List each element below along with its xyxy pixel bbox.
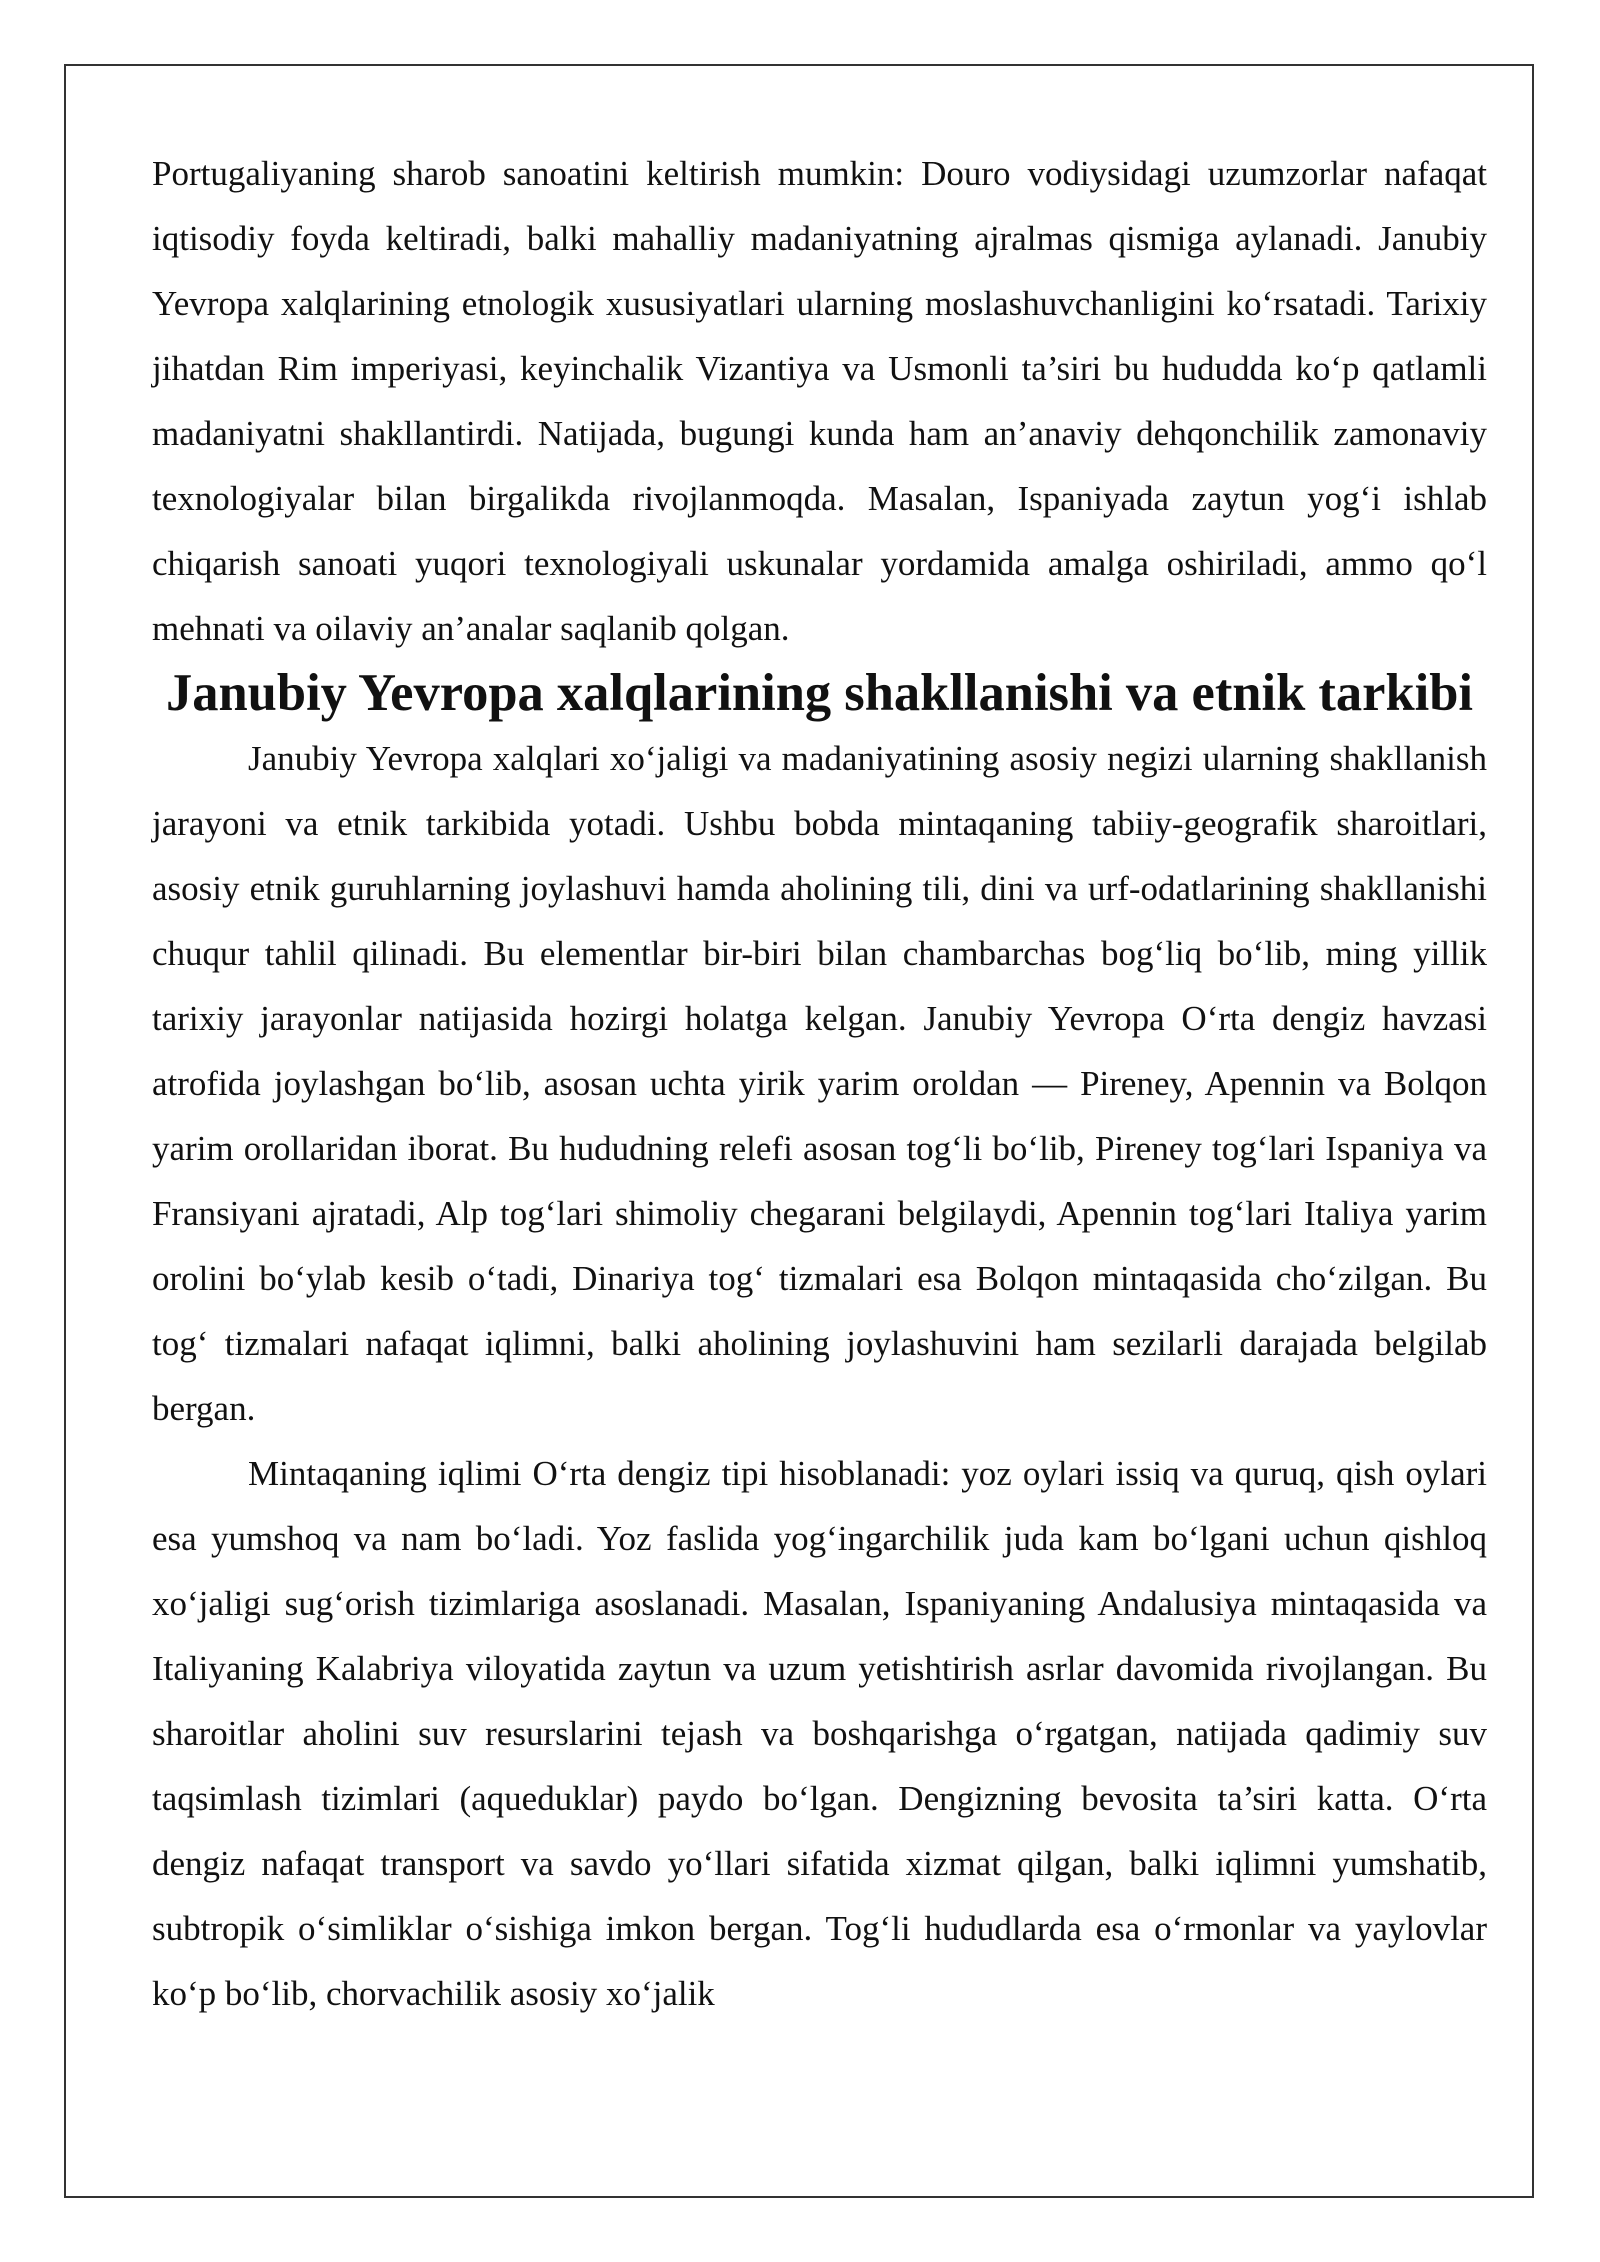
section-heading: Janubiy Yevropa xalqlarining shakllanishi va etnik tarkibi <box>165 664 1474 722</box>
paragraph-formation: Janubiy Yevropa xalqlari xo‘jaligi va madaniyatining asosiy negizi ularning shakllanish jarayoni va etnik tarkibida yotadi. Ushbu bobda mintaqaning tabiiy-geografik sharoitlari, asosiy etnik guruhlarning joylashuvi hamda aholining tili, dini va urf-odatlarining shakllanishi chuqur tahlil qilinadi. Bu elementlar bir-biri bilan chambarchas bog‘liq bo‘lib, ming yillik tarixiy jarayonlar natijasida hozirgi holatga kelgan. Janubiy Yevropa O‘rta dengiz havzasi atrofida joylashgan bo‘lib, asosan uchta yirik yarim oroldan — Pireney, Apennin va Bolqon yarim orollaridan iborat. Bu hududning relefi asosan tog‘li bo‘lib, Pireney tog‘lari Ispaniya va Fransiyani ajratadi, Alp tog‘lari shimoliy chegarani belgilaydi, Apennin tog‘lari Italiya yarim orolini bo‘ylab kesib o‘tadi, Dinariya tog‘ tizmalari esa Bolqon mintaqasida cho‘zilgan. Bu tog‘ tizmalari nafaqat iqlimni, balki aholining joylashuvini ham sezilarli darajada belgilab bergan. <box>152 739 1487 1428</box>
paragraph-climate: Mintaqaning iqlimi O‘rta dengiz tipi hisoblanadi: yoz oylari issiq va quruq, qish oylari esa yumshoq va nam bo‘ladi. Yoz faslida yog‘ingarchilik juda kam bo‘lgani uchun qishloq xo‘jaligi sug‘orish tizimlariga asoslanadi. Masalan, Ispaniyaning Andalusiya mintaqasida va Italiyaning Kalabriya viloyatida zaytun va uzum yetishtirish asrlar davomida rivojlangan. Bu sharoitlar aholini suv resurslarini tejash va boshqarishga o‘rgatgan, natijada qadimiy suv taqsimlash tizimlari (aqueduklar) paydo bo‘lgan. Dengizning bevosita ta’siri katta. O‘rta dengiz nafaqat transport va savdo yo‘llari sifatida xizmat qilgan, balki iqlimni yumshatib, subtropik o‘simliklar o‘sishiga imkon bergan. Tog‘li hududlarda esa o‘rmonlar va yaylovlar ko‘p bo‘lib, chorvachilik asosiy xo‘jalik <box>152 1454 1487 2013</box>
paragraph-intro-continuation: Portugaliyaning sharob sanoatini keltirish mumkin: Douro vodiysidagi uzumzorlar nafaqat iqtisodiy foyda keltiradi, balki mahalliy madaniyatning ajralmas qismiga aylanadi. Janubiy Yevropa xalqlarining etnologik xususiyatlari ularning moslashuvchanligini ko‘rsatadi. Tarixiy jihatdan Rim imperiyasi, keyinchalik Vizantiya va Usmonli ta’siri bu hududda ko‘p qatlamli madaniyatni shakllantirdi. Natijada, bugungi kunda ham an’anaviy dehqonchilik zamonaviy texnologiyalar bilan birgalikda rivojlanmoqda. Masalan, Ispaniyada zaytun yog‘i ishlab chiqarish sanoati yuqori texnologiyali uskunalar yordamida amalga oshiriladi, ammo qo‘l mehnati va oilaviy an’analar saqlanib qolgan. <box>152 154 1487 648</box>
document-body <box>152 141 1487 2026</box>
